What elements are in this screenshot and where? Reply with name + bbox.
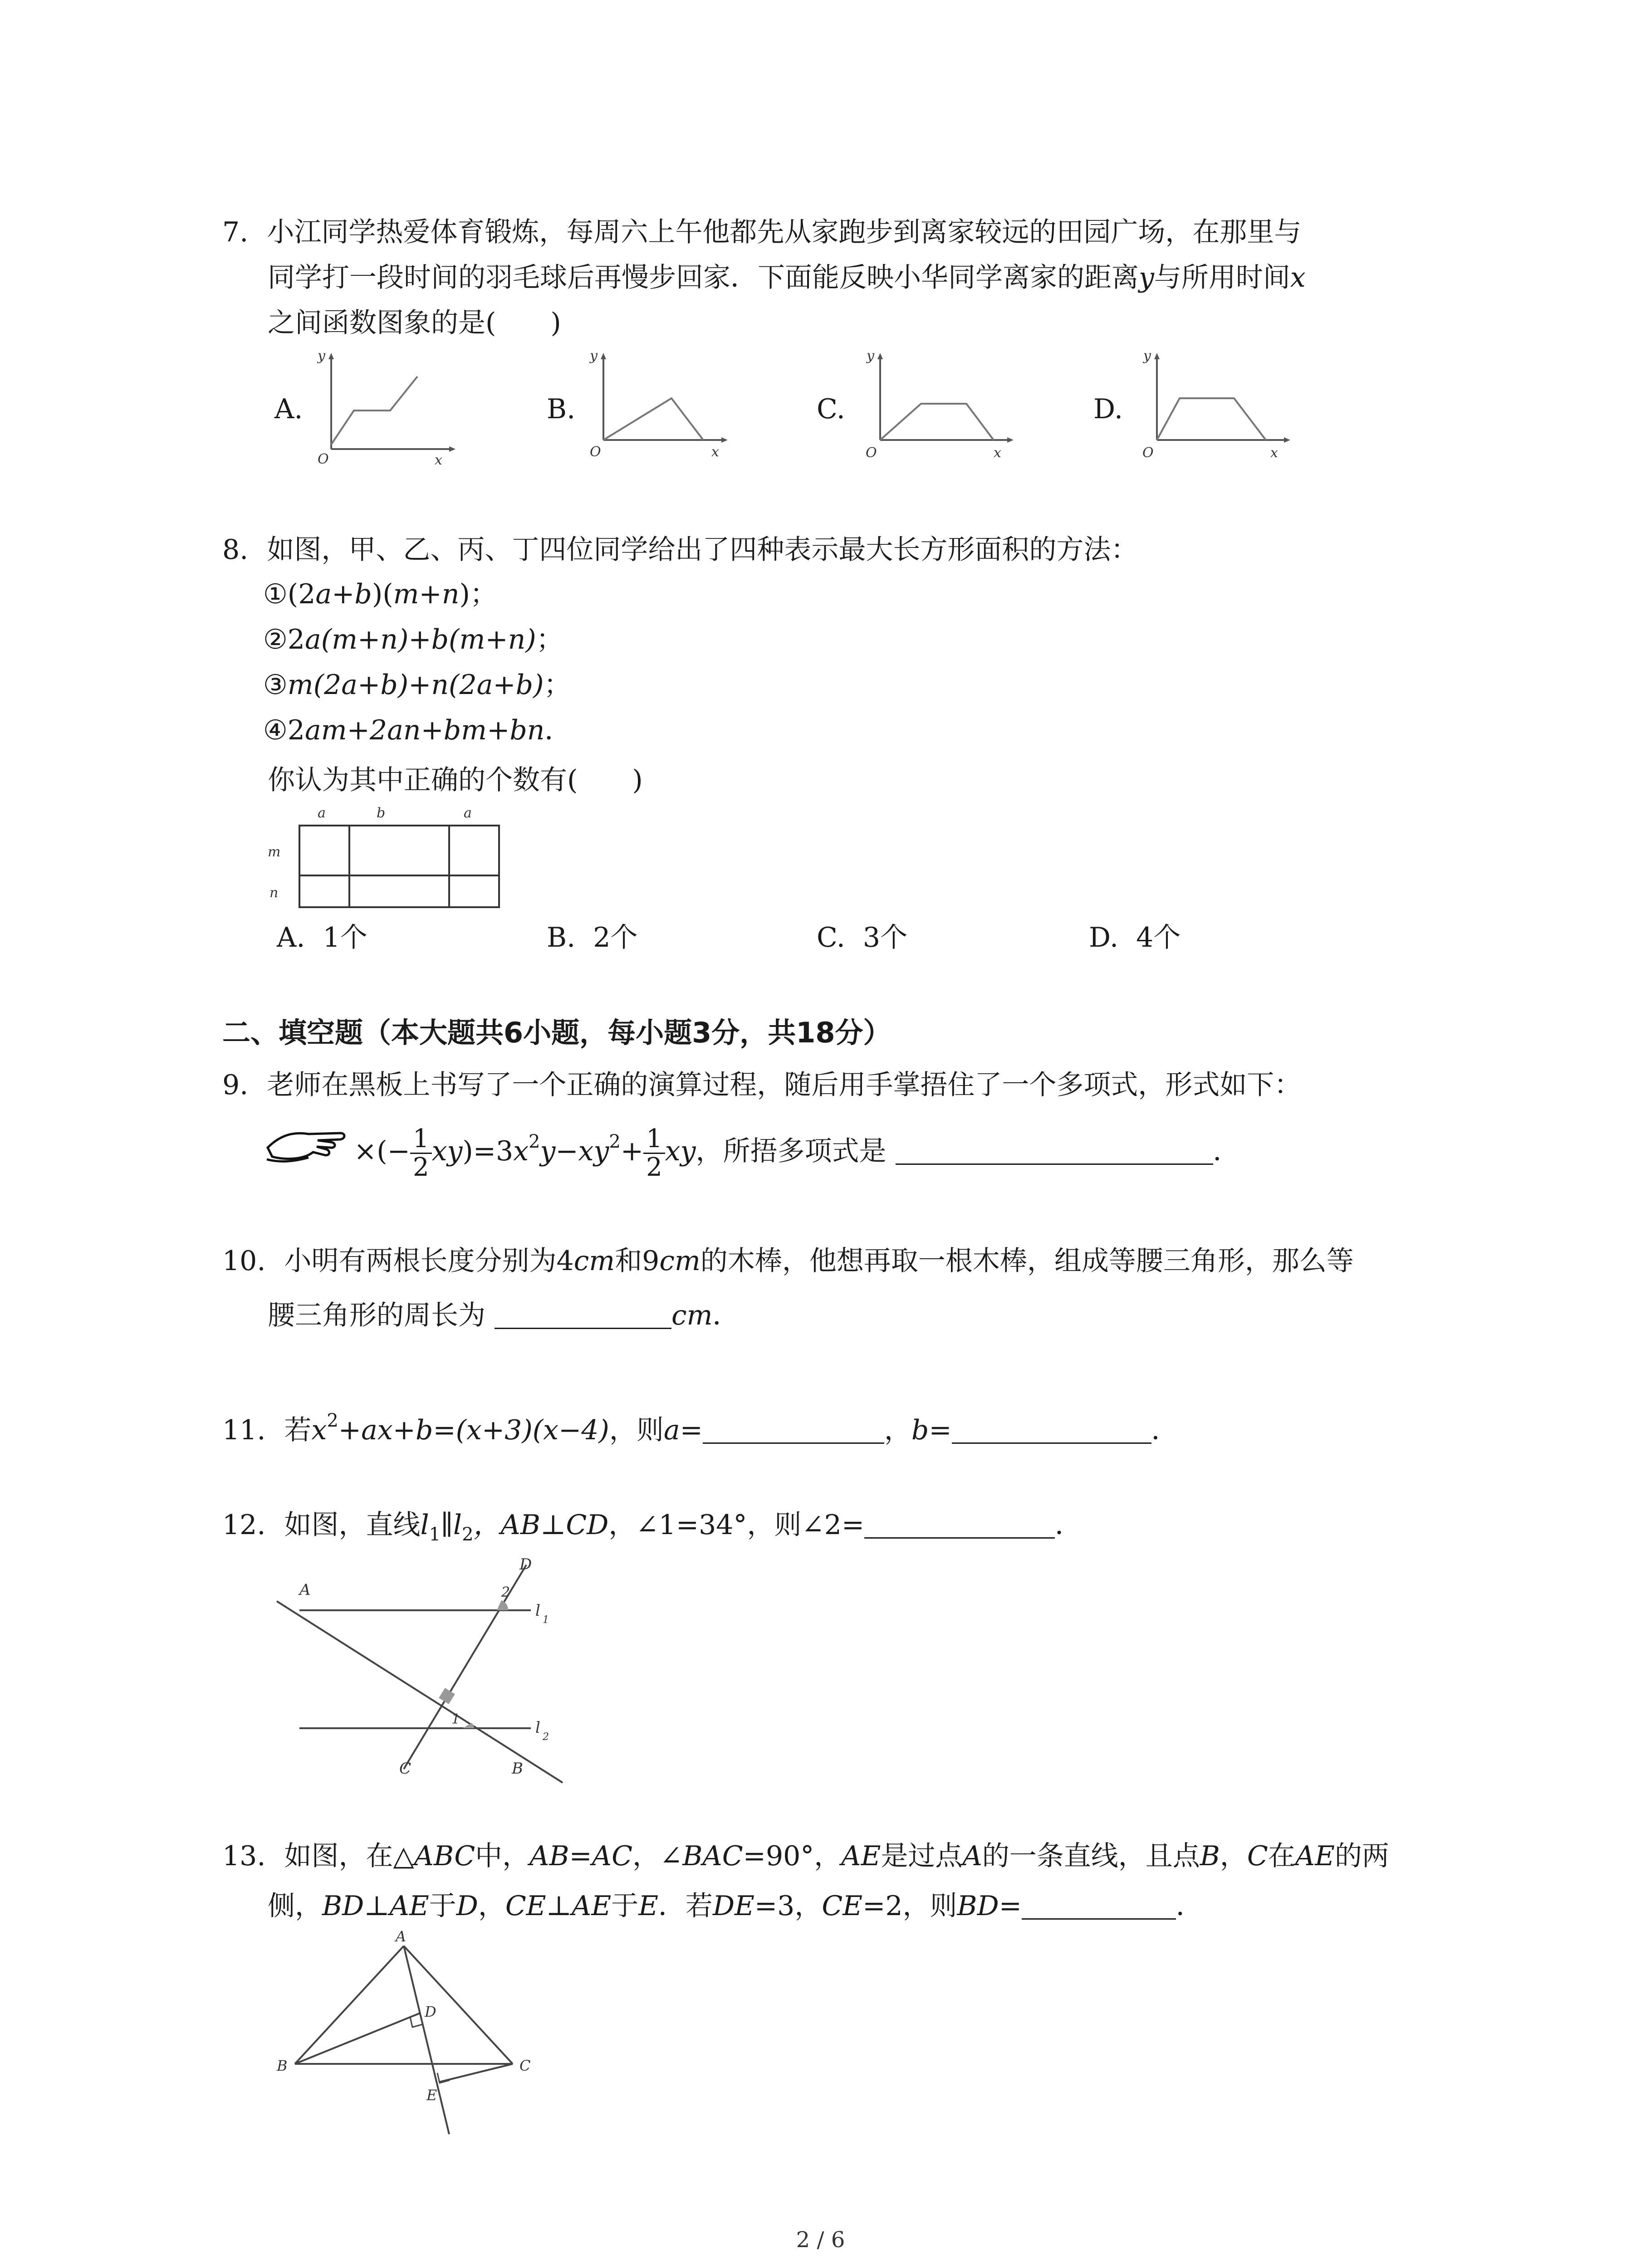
q13-ce2: CE bbox=[822, 1890, 863, 1922]
q8-text6: 你认为其中正确的个数有( ) bbox=[268, 764, 643, 796]
q9-tail: ，所捂多项式是 bbox=[696, 1135, 887, 1167]
q7-c-origin: O bbox=[866, 445, 877, 461]
q10-text2: 腰三角形的周长为 bbox=[268, 1300, 485, 1331]
q7-d-x-label: x bbox=[1270, 445, 1278, 461]
q8-fig-left-m: m bbox=[268, 844, 281, 860]
q8-text1: 如图，甲、乙、丙、丁四位同学给出了四种表示最大长方形面积的方法： bbox=[267, 534, 1138, 566]
q7-option-c-label: C. bbox=[817, 393, 845, 425]
q7-a-origin: O bbox=[318, 451, 329, 467]
q8-m1-mid2: )( bbox=[372, 578, 393, 610]
q13-de-val: =3， bbox=[754, 1890, 822, 1922]
q7-text2a: 同学打一段时间的羽毛球后再慢步回家．下面能反映小华同学离家的距离 bbox=[268, 262, 1139, 293]
q12-l2: l bbox=[453, 1509, 462, 1541]
q10-line1 bbox=[222, 1242, 1354, 1280]
q13-abac: AB=AC bbox=[529, 1840, 633, 1872]
q13-perp1: ⊥ bbox=[364, 1890, 390, 1922]
q13-segment-bd bbox=[295, 2013, 420, 2064]
q10-text1c: 的木棒，他想再取一根木棒，组成等腰三角形，那么等 bbox=[700, 1245, 1354, 1277]
q8-fig-left-n: n bbox=[269, 885, 279, 901]
q13-a: A bbox=[962, 1840, 982, 1872]
q8-m4-expr: am+2an+bm+bn bbox=[304, 714, 545, 746]
q7-d-origin: O bbox=[1142, 445, 1154, 461]
q8-method-3 bbox=[263, 666, 571, 704]
q7-text1: 小江同学热爱体育锻炼，每周六上午他都先从家跑步到离家较远的田园广场，在那里与 bbox=[267, 216, 1302, 248]
q13-ae3: AE bbox=[389, 1890, 429, 1922]
q13-text1a: 如图，在△ bbox=[284, 1840, 414, 1872]
q13-e: E bbox=[638, 1890, 658, 1922]
q9-frac2-den: 2 bbox=[646, 1152, 662, 1182]
q13-text1b: 中， bbox=[475, 1840, 530, 1872]
q7-c-y-label: y bbox=[867, 349, 874, 364]
q12-label-angle2: 2 bbox=[501, 1584, 510, 1600]
q13-text1g: 在 bbox=[1268, 1840, 1295, 1872]
q10-cm1: cm bbox=[573, 1245, 615, 1277]
q8-m2-end: ； bbox=[536, 624, 563, 655]
q12-line bbox=[222, 1506, 1082, 1554]
q8-m4-end: ． bbox=[544, 714, 572, 746]
q8-method-2 bbox=[263, 621, 563, 659]
q11-a: a bbox=[663, 1414, 680, 1446]
q13-line2 bbox=[268, 1887, 1203, 1925]
q8-m3-end: ； bbox=[544, 669, 571, 701]
q10-line2 bbox=[268, 1296, 740, 1334]
q12-right-angle-mark bbox=[439, 1688, 455, 1704]
q8-option-b-label: B. bbox=[547, 922, 576, 953]
q12-label-l2-sub: 2 bbox=[543, 1731, 549, 1743]
q8-m3-expr: m(2a+b)+n(2a+b) bbox=[287, 669, 544, 701]
q13-segment-ce bbox=[439, 2064, 513, 2082]
q8-option-b bbox=[547, 919, 637, 957]
q8-option-c bbox=[817, 919, 907, 957]
q13-ce: CE bbox=[505, 1890, 546, 1922]
q7-var-x: x bbox=[1290, 262, 1306, 293]
q9-plus: + bbox=[620, 1135, 644, 1167]
q8-method-1 bbox=[263, 575, 497, 613]
q9-text1: 老师在黑板上书写了一个正确的演算过程，随后用手掌捂住了一个多项式，形式如下： bbox=[267, 1069, 1302, 1101]
q13-bd2: BD bbox=[957, 1890, 999, 1922]
q12-label-l2: l bbox=[535, 1719, 540, 1737]
q9-frac1-den: 2 bbox=[412, 1152, 429, 1182]
q11-sq: 2 bbox=[327, 1410, 338, 1431]
q7-d-y-label: y bbox=[1143, 349, 1151, 364]
q8-method-4 bbox=[263, 711, 572, 749]
q7-option-a-label: A. bbox=[274, 393, 303, 425]
q13-line1 bbox=[222, 1837, 1389, 1875]
q13-label-b: B bbox=[277, 2057, 288, 2074]
q13-label-e: E bbox=[426, 2087, 437, 2104]
q7-graph-b bbox=[585, 349, 730, 467]
q8-m1-mid: a+b bbox=[315, 578, 372, 610]
q8-m1-end: )； bbox=[459, 578, 497, 610]
q12-text-a: 如图，直线 bbox=[284, 1509, 421, 1541]
q12-label-c: C bbox=[399, 1760, 411, 1778]
q7-text3: 之间函数图象的是( ) bbox=[268, 307, 561, 339]
q11-end: ． bbox=[1151, 1414, 1179, 1446]
q11-comma: ， bbox=[884, 1414, 911, 1446]
q13-label-a: A bbox=[396, 1928, 407, 1945]
q8-fig-top-a2: a bbox=[464, 805, 472, 821]
q13-label-c: C bbox=[519, 2057, 531, 2074]
q7-a-y-label: y bbox=[318, 349, 325, 364]
q12-angle2-mark bbox=[497, 1600, 508, 1610]
q7-line2 bbox=[268, 259, 1306, 297]
q13-number: 13. bbox=[222, 1840, 266, 1872]
q7-option-b-label: B. bbox=[547, 393, 576, 425]
q12-answer-blank[interactable] bbox=[864, 1508, 1055, 1539]
q8-fig-top-a1: a bbox=[318, 805, 326, 821]
q12-number: 12. bbox=[222, 1509, 266, 1541]
q12-end: ． bbox=[1055, 1509, 1083, 1541]
q9-answer-blank[interactable] bbox=[896, 1134, 1213, 1165]
q8-fig-top-b: b bbox=[377, 805, 386, 821]
q12-angle-text: ，∠1=34°，则∠2= bbox=[608, 1509, 865, 1541]
q13-sep2: ， bbox=[478, 1890, 505, 1922]
q12-label-l1-sub: 1 bbox=[543, 1614, 549, 1626]
q13-ae: AE bbox=[841, 1840, 881, 1872]
q9-number: 9. bbox=[222, 1069, 249, 1101]
q13-right-angle-e bbox=[437, 2073, 450, 2083]
q8-option-c-text: 3个 bbox=[862, 922, 908, 953]
q12-cd: CD bbox=[566, 1509, 609, 1541]
q13-text1c: ，∠ bbox=[632, 1840, 683, 1872]
q7-option-d-label: D. bbox=[1093, 393, 1123, 425]
q13-b: B bbox=[1200, 1840, 1220, 1872]
q10-cm2: cm bbox=[659, 1245, 700, 1277]
q9-eq: )=3 bbox=[462, 1135, 514, 1167]
q9-sq2: 2 bbox=[609, 1131, 621, 1152]
q12-ab: ，AB bbox=[473, 1509, 540, 1541]
q13-text2a: 侧， bbox=[268, 1890, 322, 1922]
q11-eq-a: = bbox=[680, 1414, 703, 1446]
q9-line1 bbox=[222, 1066, 1301, 1104]
q11-number: 11. bbox=[222, 1414, 266, 1446]
q12-label-b: B bbox=[512, 1760, 523, 1778]
q8-m2-b: (m+n)+b(m+n) bbox=[321, 624, 536, 655]
q11-answer-a-blank[interactable] bbox=[703, 1413, 884, 1444]
q7-line1 bbox=[222, 213, 1301, 251]
q13-eq: = bbox=[999, 1890, 1022, 1922]
q13-bac: BAC bbox=[682, 1840, 743, 1872]
q10-unit: cm bbox=[671, 1300, 713, 1331]
q9-expression bbox=[354, 1112, 1240, 1181]
q13-yu2: 于 bbox=[611, 1890, 639, 1922]
q13-abc: ABC bbox=[414, 1840, 475, 1872]
q9-y-minus: y−xy bbox=[540, 1135, 609, 1167]
q10-answer-blank[interactable] bbox=[495, 1299, 671, 1329]
q8-m1-pre: ①(2 bbox=[263, 578, 316, 610]
q11-then: ，则 bbox=[609, 1414, 664, 1446]
q7-line3 bbox=[268, 304, 561, 342]
q8-line6 bbox=[268, 761, 643, 799]
q10-text1a: 小明有两根长度分别为4 bbox=[284, 1245, 574, 1277]
q8-option-d-text: 4个 bbox=[1136, 922, 1181, 953]
q12-sub2: 2 bbox=[462, 1524, 474, 1545]
q7-b-y-label: y bbox=[590, 349, 598, 364]
q8-option-d bbox=[1089, 919, 1181, 957]
q13-side-ac bbox=[404, 1946, 513, 2064]
q13-text1e: 是过点 bbox=[881, 1840, 963, 1872]
q13-label-d: D bbox=[425, 2003, 436, 2020]
q13-text1h: 的两 bbox=[1334, 1840, 1389, 1872]
q12-label-a: A bbox=[299, 1581, 311, 1599]
q13-side-ab bbox=[295, 1946, 404, 2064]
q8-line1 bbox=[222, 531, 1138, 569]
q8-rectangle-figure bbox=[254, 798, 508, 916]
page-number: 2 / 6 bbox=[796, 2227, 845, 2253]
q11-text-a: 若 bbox=[284, 1414, 312, 1446]
q7-text2b: 与所用时间 bbox=[1154, 262, 1290, 293]
q12-label-l1: l bbox=[535, 1602, 540, 1620]
q11-b: b bbox=[911, 1414, 929, 1446]
q13-triangle-figure bbox=[272, 1928, 554, 2146]
q13-bd: BD bbox=[322, 1890, 364, 1922]
q8-option-c-label: C. bbox=[817, 922, 845, 953]
q7-c-x-label: x bbox=[994, 445, 1001, 461]
q12-label-angle1: 1 bbox=[451, 1711, 460, 1727]
q8-m2-pre: ②2 bbox=[263, 624, 305, 655]
q10-end: ． bbox=[712, 1300, 740, 1331]
q13-answer-blank[interactable] bbox=[1022, 1889, 1176, 1920]
q13-ruo: ．若 bbox=[658, 1890, 713, 1922]
q12-parallel-lines-figure bbox=[272, 1551, 581, 1796]
q7-graph-c bbox=[853, 349, 1016, 467]
q7-graph-a bbox=[313, 349, 458, 467]
q8-option-a-text: 1个 bbox=[323, 922, 367, 953]
q13-ce-val: =2，则 bbox=[862, 1890, 957, 1922]
q11-line bbox=[222, 1402, 1179, 1449]
q8-option-d-label: D. bbox=[1089, 922, 1119, 953]
q11-eq-b: = bbox=[929, 1414, 952, 1446]
q12-sub1: 1 bbox=[429, 1524, 441, 1545]
q12-perp: ⊥ bbox=[540, 1509, 566, 1541]
q8-option-a bbox=[277, 919, 367, 957]
q13-ae2: AE bbox=[1295, 1840, 1335, 1872]
q9-sq: 2 bbox=[529, 1131, 540, 1152]
q9-times: ×(− bbox=[354, 1135, 410, 1167]
q13-d: D bbox=[456, 1890, 478, 1922]
section-2-title: 二、填空题（本大题共6小题，每小题3分，共18分） bbox=[222, 1016, 892, 1049]
q13-ae4: AE bbox=[572, 1890, 612, 1922]
q12-label-d: D bbox=[519, 1555, 532, 1574]
q11-answer-b-blank[interactable] bbox=[952, 1413, 1151, 1444]
q9-fraction-1 bbox=[410, 1125, 432, 1181]
q8-option-b-text: 2个 bbox=[593, 922, 638, 953]
q10-text1b: 和9 bbox=[615, 1245, 660, 1277]
q13-text1f: 的一条直线，且点 bbox=[982, 1840, 1200, 1872]
q9-frac1-num: 1 bbox=[410, 1125, 432, 1154]
q8-option-a-label: A. bbox=[277, 922, 305, 953]
q9-fraction-2 bbox=[643, 1125, 665, 1181]
q8-m2-a: a bbox=[304, 624, 321, 655]
q13-yu1: 于 bbox=[429, 1890, 456, 1922]
q8-number: 8. bbox=[222, 534, 249, 566]
q7-a-x-label: x bbox=[435, 452, 442, 467]
q7-var-y: y bbox=[1139, 262, 1154, 293]
q9-end: ． bbox=[1213, 1135, 1240, 1167]
q13-end: ． bbox=[1176, 1890, 1204, 1922]
q12-l1: l bbox=[420, 1509, 429, 1541]
q8-m1-mn: m+n bbox=[393, 578, 460, 610]
q13-perp2: ⊥ bbox=[546, 1890, 572, 1922]
q7-b-origin: O bbox=[590, 444, 601, 460]
q12-parallel: ∥ bbox=[441, 1509, 453, 1541]
q13-c: C bbox=[1247, 1840, 1268, 1872]
q12-line-ab bbox=[277, 1601, 563, 1783]
q7-number: 7. bbox=[222, 216, 249, 248]
q11-expr2: +ax+b=(x+3)(x−4) bbox=[338, 1414, 609, 1446]
q13-line-ae bbox=[404, 1946, 449, 2134]
q8-m4-pre: ④2 bbox=[263, 714, 305, 746]
q10-number: 10. bbox=[222, 1245, 266, 1277]
q9-frac2-num: 1 bbox=[643, 1125, 665, 1154]
q7-graph-d bbox=[1130, 349, 1293, 467]
q9-x: x bbox=[513, 1135, 529, 1167]
q11-expr1: x bbox=[311, 1414, 327, 1446]
q9-xy: xy bbox=[431, 1135, 463, 1167]
q9-xy2: xy bbox=[665, 1135, 696, 1167]
q13-text1d: =90°， bbox=[743, 1840, 842, 1872]
q8-m3-pre: ③ bbox=[263, 669, 288, 701]
q13-de: DE bbox=[713, 1890, 754, 1922]
hand-icon bbox=[263, 1116, 354, 1170]
q7-b-x-label: x bbox=[711, 444, 719, 460]
q13-sep: ， bbox=[1220, 1840, 1247, 1872]
